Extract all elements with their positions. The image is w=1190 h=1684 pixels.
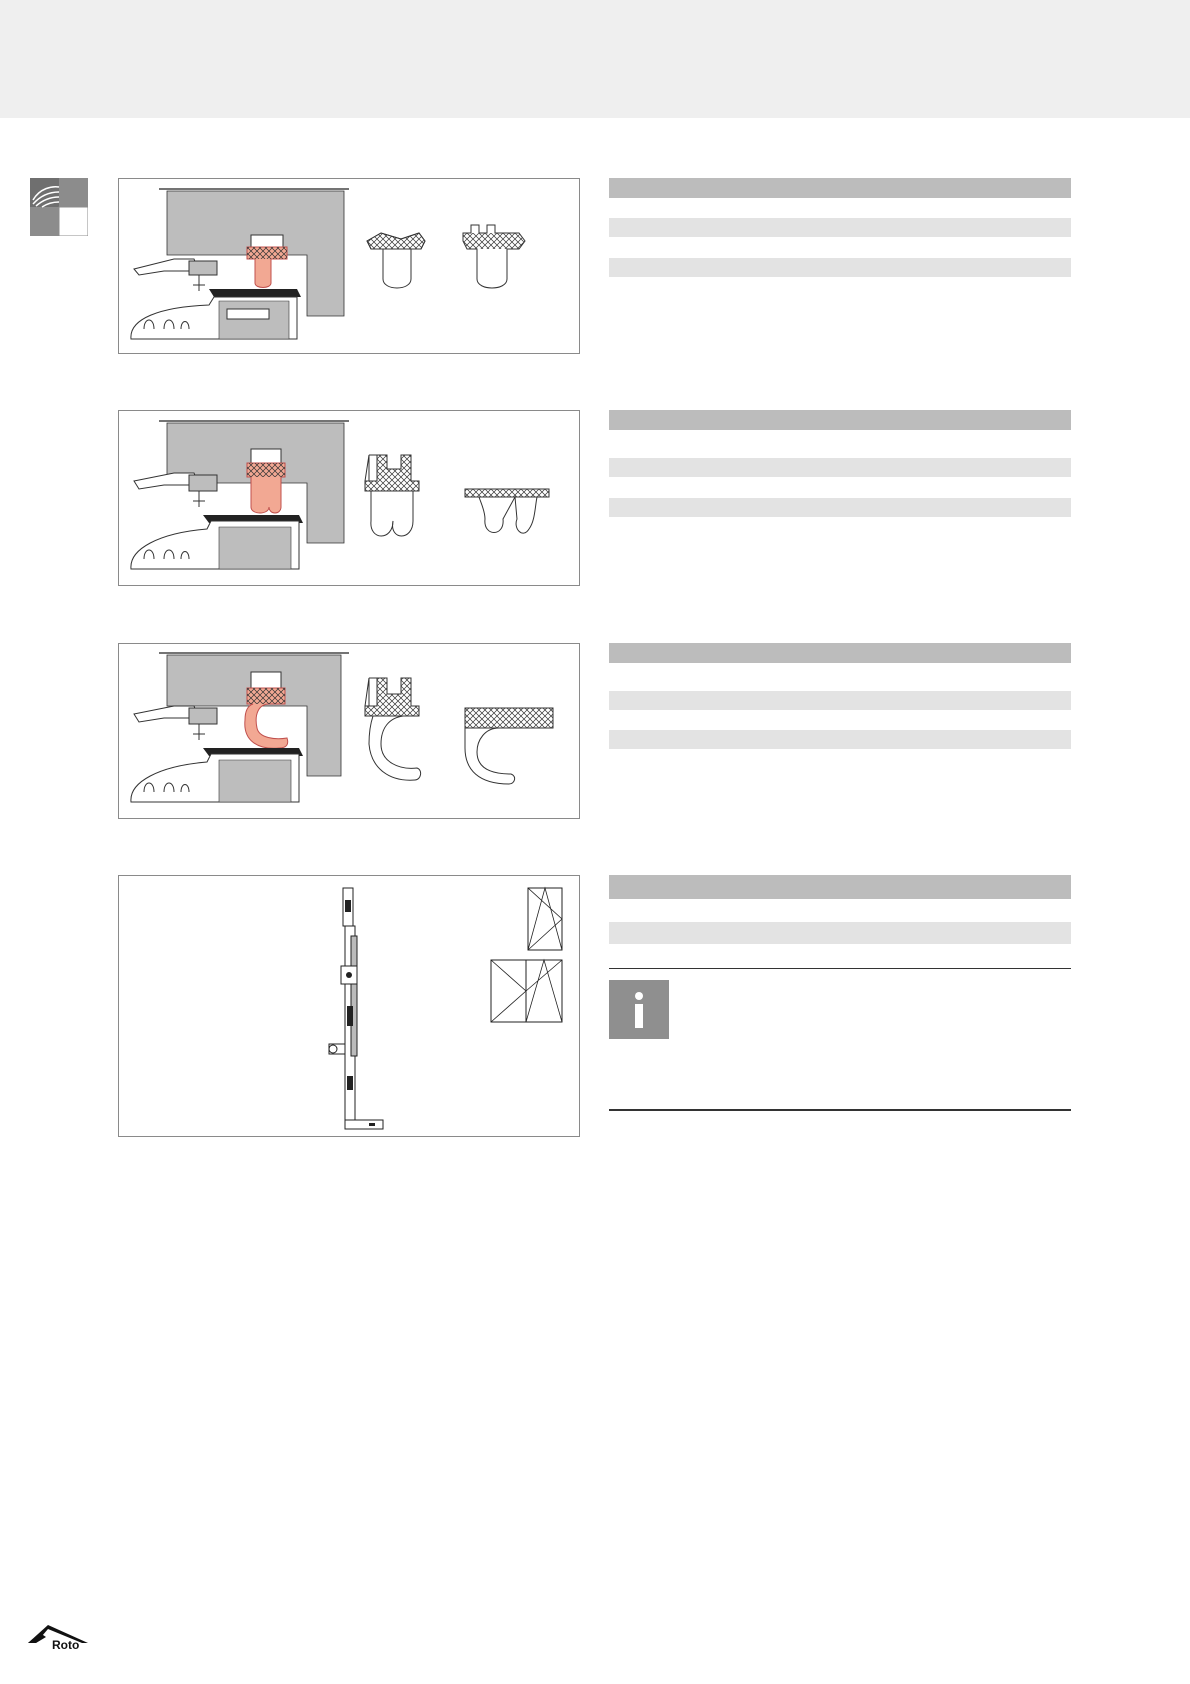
header-band <box>0 0 1190 118</box>
info-rule-top <box>609 968 1071 969</box>
table-header-row <box>609 875 1071 899</box>
table-header-row <box>609 178 1071 198</box>
table-row <box>609 258 1071 277</box>
table-header-row <box>609 410 1071 430</box>
gasket-drawing-panel-3 <box>118 643 580 819</box>
gasket-drawing-panel-1 <box>118 178 580 354</box>
info-rule-bottom <box>609 1109 1071 1111</box>
table-row <box>609 691 1071 710</box>
table-header-row <box>609 643 1071 663</box>
hardware-drawing-panel <box>118 875 580 1137</box>
table-row <box>609 458 1071 477</box>
section-marker-icon <box>30 178 88 236</box>
logo-text: Roto <box>52 1638 80 1652</box>
table-row <box>609 730 1071 749</box>
info-icon <box>609 980 669 1039</box>
table-row <box>609 498 1071 517</box>
table-row <box>609 922 1071 944</box>
gasket-drawing-panel-2 <box>118 410 580 586</box>
table-row <box>609 218 1071 237</box>
